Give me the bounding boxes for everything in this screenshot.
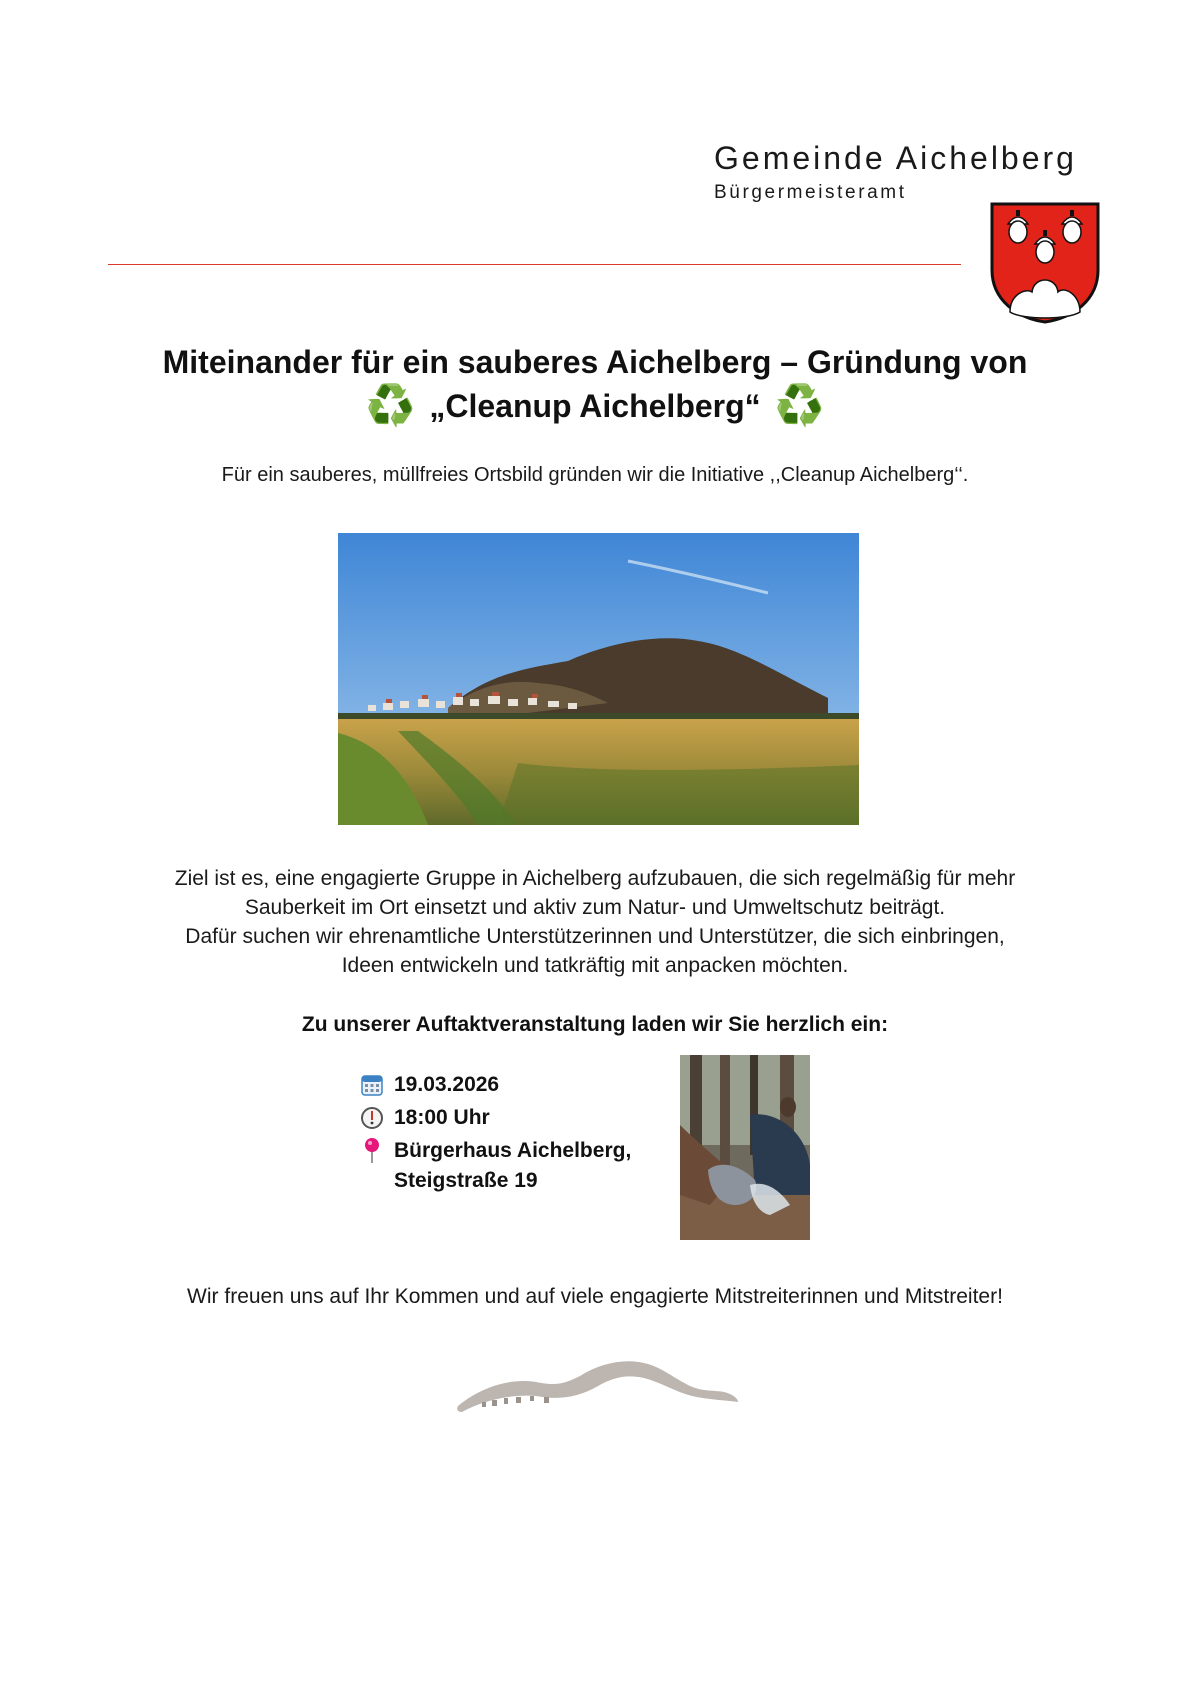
goal-line: Sauberkeit im Ort einsetzt und aktiv zum Natur- und Umweltschutz beiträgt. [244, 896, 946, 919]
event-date: 19.03.2026 [394, 1073, 500, 1096]
event-location-line-1: Bürgerhaus Aichelberg, [394, 1139, 632, 1162]
headline [95, 340, 1095, 428]
event-location [394, 1136, 631, 1196]
pin-icon [358, 1136, 386, 1166]
event-time: 18:00 Uhr [394, 1106, 490, 1129]
organization-name: Gemeinde Aichelberg [714, 140, 1077, 176]
closing-text: Wir freuen uns auf Ihr Kommen und auf viele engagierte Mitstreiterinnen und Mitstreiter! [187, 1285, 1003, 1308]
recycle-icon: ♻️ [774, 384, 825, 428]
goal-line: Ziel ist es, eine engagierte Gruppe in Aichelberg aufzubauen, die sich regelmäßig für mehr [174, 867, 1016, 890]
landscape-photo [338, 533, 859, 825]
headline-line-1: Miteinander für ein sauberes Aichelberg – Gründung von [162, 344, 1028, 380]
goal-line: Ideen entwickeln und tatkräftig mit anpacken möchten. [341, 954, 849, 977]
event-date-row [358, 1070, 678, 1100]
goal-paragraph [95, 864, 1095, 980]
recycle-icon: ♻️ [365, 384, 416, 428]
event-location-row [358, 1136, 678, 1196]
intro-text: Für ein sauberes, müllfreies Ortsbild gründen wir die Initiative ,,Cleanup Aichelberg‘‘. [221, 464, 969, 486]
event-location-line-2: Steigstraße 19 [394, 1169, 538, 1192]
hill-silhouette-logo [452, 1356, 744, 1416]
cleanup-photo [680, 1055, 810, 1240]
clock-icon [358, 1103, 386, 1133]
invitation-heading: Zu unserer Auftaktveranstaltung laden wir Sie herzlich ein: [301, 1013, 889, 1036]
coat-of-arms-icon [988, 200, 1102, 326]
headline-line-2: „Cleanup Aichelberg“ [429, 388, 761, 424]
event-details [358, 1070, 678, 1196]
organization-subtitle: Bürgermeisteramt [714, 182, 907, 203]
header-divider [108, 264, 961, 265]
event-time-row [358, 1103, 678, 1133]
goal-line: Dafür suchen wir ehrenamtliche Unterstützerinnen und Unterstützer, die sich einbringen, [185, 925, 1005, 948]
calendar-icon [358, 1070, 386, 1100]
